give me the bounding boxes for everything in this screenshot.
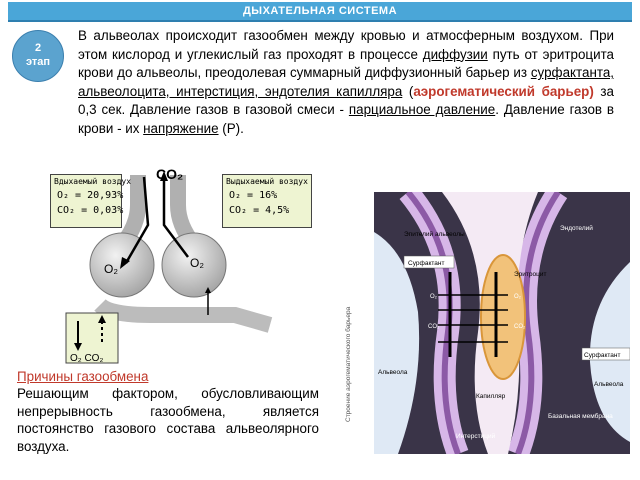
- main-paragraph: [78, 27, 614, 139]
- text-part: . Давление газов в крови - их: [78, 102, 614, 136]
- exhaled-co2: CO₂ = 4,5%: [229, 205, 290, 216]
- inhaled-co2: CO₂ = 0,03%: [57, 205, 124, 216]
- text-part: В альвеолах происходит газообмен между кровью и атмосферным воздухом. При этом кислород и углекислый газ проходят в процессе: [78, 28, 614, 62]
- inhaled-air-box: [50, 174, 132, 228]
- exhaled-air-box: [222, 174, 312, 228]
- header-bar: [8, 2, 632, 22]
- term-aerohematic: аэрогематический барьер): [413, 83, 594, 99]
- text-part: (Р).: [218, 120, 244, 136]
- header-title: ДЫХАТЕЛЬНАЯ СИСТЕМА: [242, 5, 398, 17]
- basal-membrane-label: Базальная мембрана: [548, 413, 613, 420]
- gas-o2-right: O₂: [514, 294, 521, 300]
- gas-o2-left: O₂: [430, 294, 437, 300]
- term-diffusion: диффузии: [422, 46, 488, 62]
- exhaled-title: Выдыхаемый воздух: [226, 177, 308, 186]
- stage-badge: [12, 30, 64, 82]
- inhaled-title: Вдыхаемый воздух: [54, 177, 132, 186]
- stage-number: 2: [34, 42, 42, 54]
- alveolus-left-label: Альвеола: [378, 369, 408, 376]
- causes-text: Решающим фактором, обусловливающим непрерывность газообмена, является постоянство газового состава альвеолярного воздуха.: [17, 386, 319, 454]
- erythrocyte-label: Эритроцит: [514, 271, 547, 278]
- surfactant-left-label: Сурфактант: [408, 260, 445, 267]
- term-tension: напряжение: [143, 120, 219, 136]
- barrier-vertical-title: Строение аэрогематического барьера: [345, 306, 352, 422]
- gas-co2-left: CO₂: [428, 324, 440, 330]
- text-part: за 0,3 сек. Давление газов в газовой смеси -: [78, 83, 614, 118]
- inhaled-o2: O₂ = 20,93%: [57, 190, 124, 201]
- term-barrier: сурфактанта, альвеолоцита, интерстиция, эндотелия капилляра: [78, 65, 614, 99]
- endothelium-label: Эндотелий: [560, 225, 593, 232]
- o2-right-label: O₂: [190, 256, 204, 270]
- stage-label: этап: [25, 56, 51, 68]
- epithelium-label: Эпителий альвеолы: [404, 231, 465, 238]
- legend-label: O₂ CO₂: [70, 353, 104, 364]
- capillary-label: Капилляр: [476, 393, 506, 400]
- causes-title: Причины газообмена: [17, 369, 149, 384]
- gas-co2-right: CO₂: [514, 324, 526, 330]
- o2-left-label: O₂: [104, 262, 118, 276]
- co2-top-label: CO₂: [156, 166, 184, 182]
- surfactant-right-label: Сурфактант: [584, 352, 621, 359]
- text-part: путь от эритроцита крови до альвеолы, преодолевая суммарный диффузионный барьер из: [78, 46, 614, 81]
- exhaled-o2: O₂ = 16%: [229, 190, 278, 201]
- term-partial: парциальное давление: [348, 102, 496, 118]
- alveolus-right-label: Альвеола: [594, 381, 624, 388]
- text-part: (: [402, 83, 414, 99]
- aerohematic-barrier-diagram: [338, 192, 630, 454]
- interstitium-label: Интерстиций: [456, 433, 496, 440]
